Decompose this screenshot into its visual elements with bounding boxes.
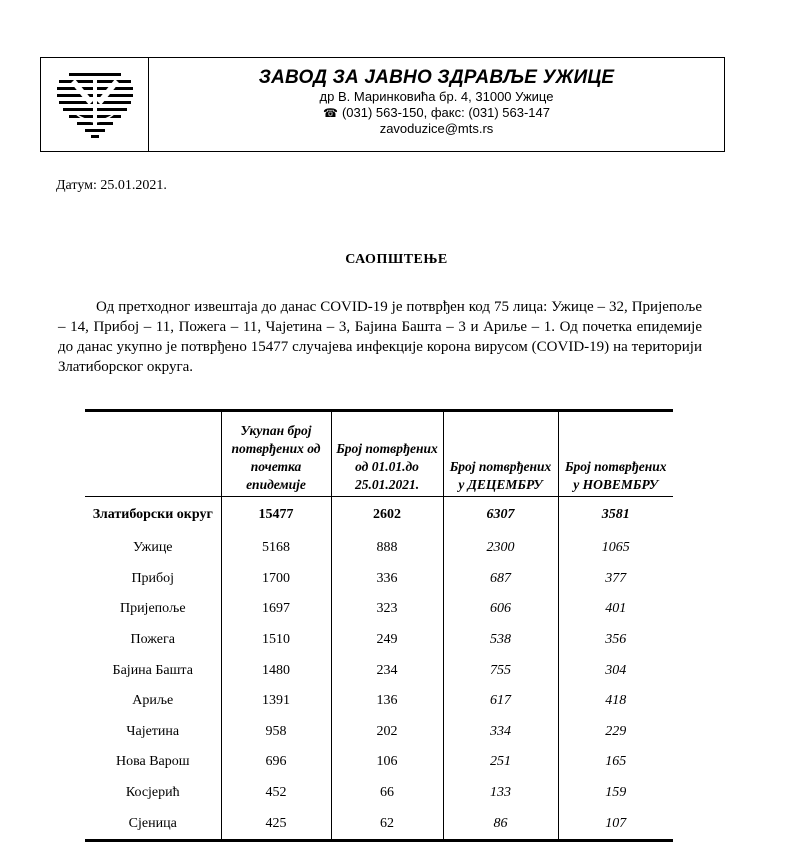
cell-total: 1480 [221, 655, 331, 686]
cell-november: 229 [558, 717, 673, 748]
table-row [85, 533, 673, 564]
cell-november: 1065 [558, 533, 673, 564]
cell-since-jan: 2602 [331, 497, 443, 534]
document-title: САОПШТЕЊЕ [345, 252, 448, 267]
cell-december: 334 [443, 717, 558, 748]
cell-november: 401 [558, 594, 673, 625]
cell-november: 165 [558, 747, 673, 778]
row-name: Косјерић [125, 785, 180, 801]
cell-total: 696 [221, 747, 331, 778]
row-name: Пожега [130, 632, 175, 648]
cell-since-jan: 249 [331, 625, 443, 656]
header-december: Број потврђених у ДЕЦЕМБРУ [443, 411, 558, 497]
institution-email: zavoduzice@mts.rs [379, 121, 494, 136]
cell-since-jan: 136 [331, 686, 443, 717]
table-row [85, 594, 673, 625]
row-name: Нова Варош [115, 754, 190, 770]
row-name: Сјеница [128, 815, 177, 831]
cell-total: 425 [221, 808, 331, 840]
cell-total: 958 [221, 717, 331, 748]
cell-december: 6307 [443, 497, 558, 534]
cell-total: 5168 [221, 533, 331, 564]
row-name: Чајетина [126, 723, 180, 739]
cell-november: 107 [558, 808, 673, 840]
cell-december: 617 [443, 686, 558, 717]
header-november: Број потврђених у НОВЕМБРУ [558, 411, 673, 497]
cell-total: 1391 [221, 686, 331, 717]
institution-phone: (031) 563-150, факс: (031) 563-147 [341, 105, 550, 120]
announcement-paragraph: Од претходног извештаја до данас COVID-19 је потврђен код 75 лица: Ужице – 32, Пријепоље – 14, Прибој – 11, Пожега – 11, Чајетина – 3, Бајина Башта – 3 и Ариље – 1. Од почетка епидемије до данас укупно је потврђено 15477 случајева инфекције корона вирусом (COVID-19) на територији Златиборског округа. [58, 299, 702, 375]
row-name: Златиборски округ [92, 507, 213, 522]
institution-address: др В. Маринковића бр. 4, 31000 Ужице [319, 89, 554, 104]
logo-cell [41, 58, 149, 151]
table-row [85, 625, 673, 656]
table-row [85, 808, 673, 840]
cell-december: 86 [443, 808, 558, 840]
header-region [85, 411, 221, 497]
cell-december: 687 [443, 564, 558, 595]
cell-total: 452 [221, 778, 331, 809]
covid-cases-table [85, 409, 673, 842]
cell-december: 251 [443, 747, 558, 778]
cell-since-jan: 202 [331, 717, 443, 748]
cell-since-jan: 234 [331, 655, 443, 686]
table-row [85, 717, 673, 748]
row-name: Пријепоље [119, 601, 186, 617]
table-row [85, 747, 673, 778]
cell-total: 1697 [221, 594, 331, 625]
header-since-jan: Број потврђених од 01.01.до 25.01.2021. [331, 411, 443, 497]
cell-since-jan: 336 [331, 564, 443, 595]
cell-since-jan: 323 [331, 594, 443, 625]
cell-since-jan: 62 [331, 808, 443, 840]
cell-december: 538 [443, 625, 558, 656]
table-row [85, 655, 673, 686]
row-name: Бајина Башта [112, 662, 193, 678]
table-row [85, 564, 673, 595]
row-name: Ужице [132, 540, 173, 556]
table-row-total [85, 497, 673, 534]
letterhead [40, 57, 725, 152]
cell-november: 159 [558, 778, 673, 809]
telephone-icon: ☎ [323, 106, 338, 120]
table-header-row [85, 411, 673, 497]
letterhead-info [149, 58, 724, 151]
row-name: Ариље [132, 693, 174, 709]
cell-since-jan: 66 [331, 778, 443, 809]
cell-since-jan: 106 [331, 747, 443, 778]
row-name: Прибој [131, 570, 175, 586]
table-row [85, 778, 673, 809]
cell-december: 606 [443, 594, 558, 625]
cell-november: 377 [558, 564, 673, 595]
cell-november: 304 [558, 655, 673, 686]
cell-december: 2300 [443, 533, 558, 564]
institution-name: ЗАВОД ЗА ЈАВНО ЗДРАВЉЕ УЖИЦЕ [258, 67, 615, 88]
cell-december: 133 [443, 778, 558, 809]
cell-november: 418 [558, 686, 673, 717]
cell-november: 356 [558, 625, 673, 656]
institute-logo [55, 71, 135, 139]
cell-december: 755 [443, 655, 558, 686]
cell-november: 3581 [558, 497, 673, 534]
header-total-since-start: Укупан број потврђених од почетка епидемије [221, 411, 331, 497]
institution-phone-line [149, 105, 724, 121]
document-date: Датум: 25.01.2021. [56, 178, 167, 193]
cell-total: 1700 [221, 564, 331, 595]
cell-total: 15477 [221, 497, 331, 534]
cell-total: 1510 [221, 625, 331, 656]
cell-since-jan: 888 [331, 533, 443, 564]
table-row [85, 686, 673, 717]
